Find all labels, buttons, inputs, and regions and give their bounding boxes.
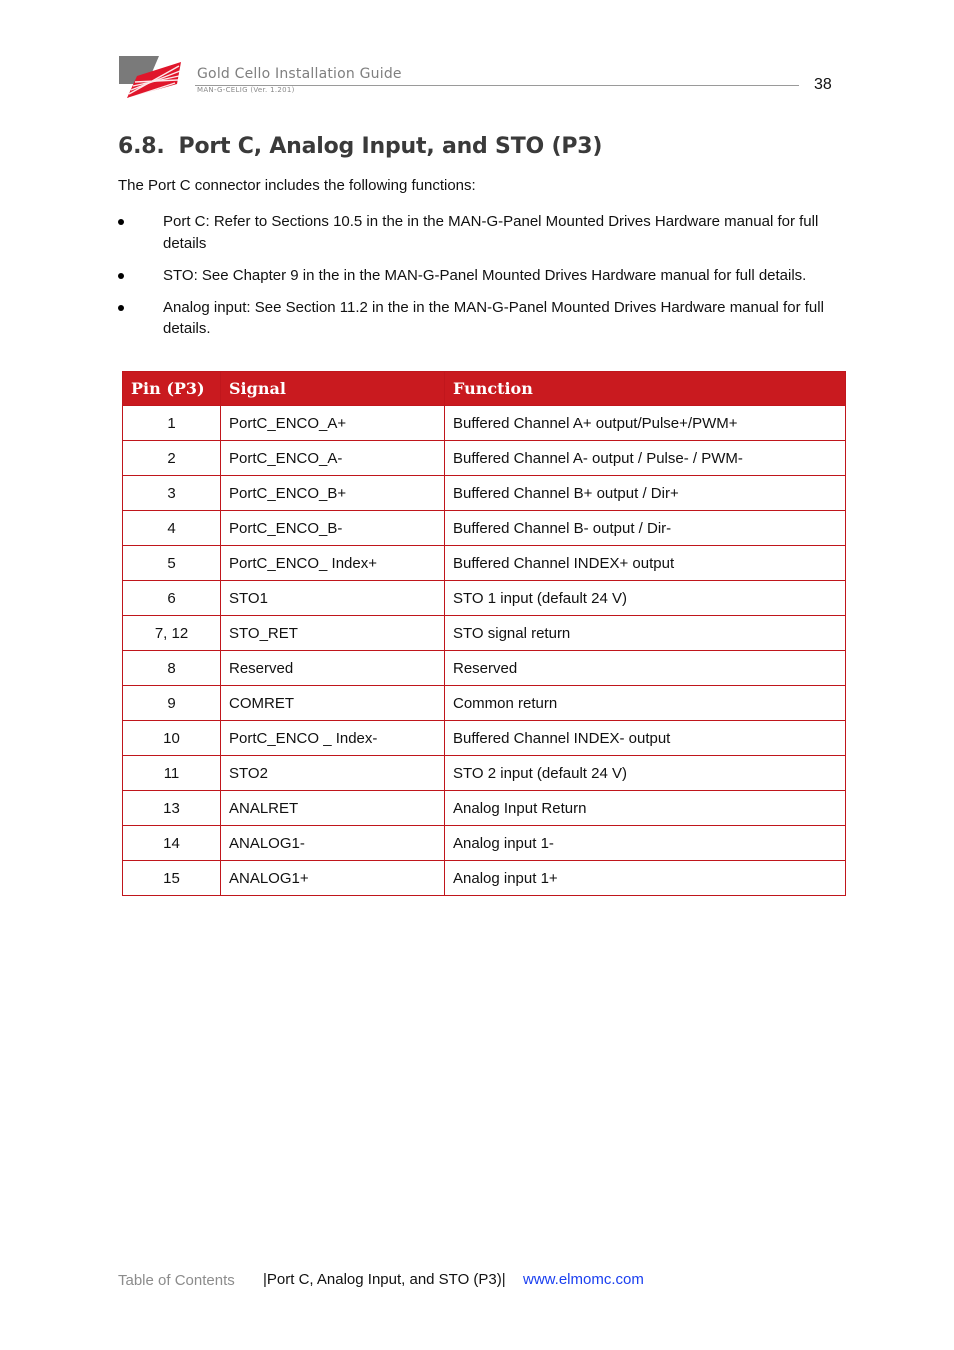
table-row — [123, 406, 846, 441]
signal-cell: PortC_ENCO_A+ — [221, 406, 445, 441]
pin-cell: 1 — [123, 406, 221, 441]
pin-cell: 5 — [123, 546, 221, 581]
bullet-text: Analog input: See Section 11.2 in the in the MAN-G-Panel Mounted Drives Hardware manual for full details. — [163, 298, 824, 337]
pin-cell: 2 — [123, 441, 221, 476]
signal-cell: PortC_ENCO_B+ — [221, 476, 445, 511]
signal-cell: PortC_ENCO_B- — [221, 511, 445, 546]
pin-cell: 8 — [123, 651, 221, 686]
function-cell: Buffered Channel A+ output/Pulse+/PWM+ — [445, 406, 846, 441]
pin-cell: 13 — [123, 791, 221, 826]
footer-toc-link[interactable]: Table of Contents — [118, 1272, 235, 1289]
pin-cell: 10 — [123, 721, 221, 756]
page-number: 38 — [814, 76, 832, 93]
table-row — [123, 616, 846, 651]
function-cell: Analog Input Return — [445, 791, 846, 826]
bullet-icon — [118, 219, 124, 225]
function-cell: STO 2 input (default 24 V) — [445, 756, 846, 791]
function-cell: Common return — [445, 686, 846, 721]
table-row — [123, 651, 846, 686]
table-row — [123, 581, 846, 616]
pin-cell: 11 — [123, 756, 221, 791]
function-cell: Analog input 1- — [445, 826, 846, 861]
function-cell: Buffered Channel B+ output / Dir+ — [445, 476, 846, 511]
section-number: 6.8. — [118, 134, 165, 159]
column-header-signal: Signal — [221, 372, 445, 406]
column-header-function: Function — [445, 372, 846, 406]
pin-cell: 14 — [123, 826, 221, 861]
header-doc-code: MAN-G-CELIG (Ver. 1.201) — [197, 86, 295, 94]
signal-cell: PortC_ENCO _ Index- — [221, 721, 445, 756]
table-row — [123, 721, 846, 756]
pin-cell: 7, 12 — [123, 616, 221, 651]
table-row — [123, 791, 846, 826]
pin-cell: 15 — [123, 861, 221, 896]
bullet-text: STO: See Chapter 9 in the in the MAN-G-Panel Mounted Drives Hardware manual for full details. — [163, 266, 807, 284]
footer-section-ref: |Port C, Analog Input, and STO (P3)| — [263, 1271, 506, 1288]
signal-cell: ANALRET — [221, 791, 445, 826]
bullet-item — [118, 211, 838, 254]
table-row — [123, 476, 846, 511]
signal-cell: ANALOG1- — [221, 826, 445, 861]
signal-cell: ANALOG1+ — [221, 861, 445, 896]
table-header-row — [123, 372, 846, 406]
function-cell: Buffered Channel A- output / Pulse- / PWM- — [445, 441, 846, 476]
pin-cell: 4 — [123, 511, 221, 546]
bullet-item — [118, 297, 838, 340]
table-row — [123, 826, 846, 861]
table-row — [123, 686, 846, 721]
table-row — [123, 756, 846, 791]
signal-cell: PortC_ENCO_A- — [221, 441, 445, 476]
elmo-logo-icon — [117, 54, 183, 100]
header-title: Gold Cello Installation Guide — [197, 66, 402, 82]
table-row — [123, 511, 846, 546]
pin-table — [122, 371, 846, 896]
bullet-text: Port C: Refer to Sections 10.5 in the in the MAN-G-Panel Mounted Drives Hardware manual for full details — [163, 213, 819, 252]
function-cell: Reserved — [445, 651, 846, 686]
function-cell: STO signal return — [445, 616, 846, 651]
function-cell: Buffered Channel B- output / Dir- — [445, 511, 846, 546]
signal-cell: STO2 — [221, 756, 445, 791]
bullet-icon — [118, 273, 124, 279]
bullet-item — [118, 265, 838, 287]
bullet-list — [118, 211, 838, 350]
section-heading — [118, 134, 602, 159]
pin-cell: 3 — [123, 476, 221, 511]
function-cell: Analog input 1+ — [445, 861, 846, 896]
function-cell: Buffered Channel INDEX- output — [445, 721, 846, 756]
pin-cell: 6 — [123, 581, 221, 616]
signal-cell: COMRET — [221, 686, 445, 721]
intro-paragraph: The Port C connector includes the following functions: — [118, 177, 476, 194]
column-header-pin: Pin (P3) — [123, 372, 221, 406]
table-row — [123, 861, 846, 896]
signal-cell: Reserved — [221, 651, 445, 686]
bullet-icon — [118, 305, 124, 311]
signal-cell: PortC_ENCO_ Index+ — [221, 546, 445, 581]
table-row — [123, 441, 846, 476]
pin-cell: 9 — [123, 686, 221, 721]
table-row — [123, 546, 846, 581]
signal-cell: STO_RET — [221, 616, 445, 651]
footer-website-link[interactable]: www.elmomc.com — [523, 1271, 644, 1288]
signal-cell: STO1 — [221, 581, 445, 616]
function-cell: STO 1 input (default 24 V) — [445, 581, 846, 616]
function-cell: Buffered Channel INDEX+ output — [445, 546, 846, 581]
section-title: Port C, Analog Input, and STO (P3) — [178, 134, 603, 159]
